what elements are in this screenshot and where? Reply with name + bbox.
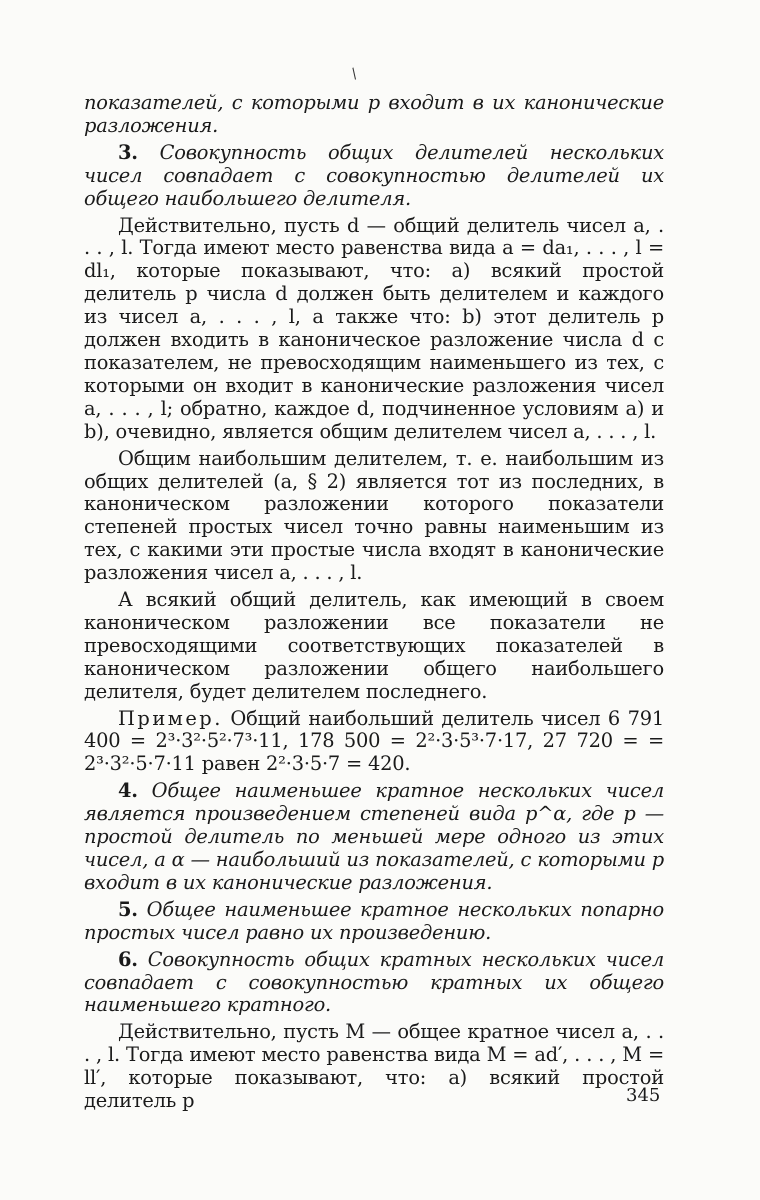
example-label: Пример. xyxy=(118,706,223,730)
statement-5 xyxy=(84,899,664,945)
divisor-paragraph: А всякий общий делитель, как имеющий в своем каноническом разложении все показатели не превосходящими соответствующих показателей в каноническом разложении общего наибольшего делителя, будет делителем последнего. xyxy=(84,588,664,703)
statement-number: 6. xyxy=(118,947,138,971)
statement-text: Совокупность общих кратных нескольких чисел совпадает с совокупностью кратных их общего наименьшего кратного. xyxy=(84,947,664,1017)
paragraph-continuation: показателей, с которыми p входит в их канонические разложения. xyxy=(84,91,664,137)
statement-3 xyxy=(84,142,664,211)
stray-mark: / xyxy=(348,65,361,83)
statement-number: 4. xyxy=(118,779,138,803)
page-number: 345 xyxy=(626,1085,661,1106)
proof-paragraph-2: Действительно, пусть M — общее кратное чисел a, . . . , l. Тогда имеют место равенства вида M = ad′, . . . , M = ll′, которые показывают, что: a) всякий простой делитель p xyxy=(84,1020,664,1113)
statement-6 xyxy=(84,949,664,1018)
statement-number: 3. xyxy=(118,140,138,164)
example-paragraph xyxy=(84,708,664,777)
statement-4 xyxy=(84,780,664,895)
gcd-paragraph: Общим наибольшим делителем, т. е. наибольшим из общих делителей (а, § 2) является тот из последних, в каноническом разложении которого показатели степеней простых чисел точно равны наименьшим из тех, с какими эти простые числа входят в канонические разложения чисел a, . . . , l. xyxy=(84,446,664,585)
statement-text: Общее наименьшее кратное нескольких попарно простых чисел равно их произведению. xyxy=(84,897,664,944)
example-text: Общий наибольший делитель чисел 6 791 400 = 2³·3²·5²·7³·11, 178 500 = 2²·3·5³·7·17, 27 720 = = 2³·3²·5·7·11 равен 2²·3·5·7 = 420. xyxy=(84,706,664,776)
statement-text: Совокупность общих делителей нескольких чисел совпадает с совокупностью делителей их общего наибольшего делителя. xyxy=(84,140,664,210)
statement-text: Общее наименьшее кратное нескольких чисел является произведением степеней вида p^α, где p — простой делитель по меньшей мере одного из этих чисел, а α — наибольший из показателей, с которыми p входит в их канонические разложения. xyxy=(84,779,665,894)
statement-number: 5. xyxy=(118,897,138,921)
proof-paragraph-1: Действительно, пусть d — общий делитель чисел a, . . . , l. Тогда имеют место равенства вида a = da₁, . . . , l = dl₁, которые показывают, что: a) всякий простой делитель p числа d должен быть делителем и каждого из чисел a, . . . , l, а также что: b) этот делитель p должен входить в каноническое разложение числа d с показателем, не превосходящим наименьшего из тех, с которыми он входит в канонические разложения чисел a, . . . , l; обратно, каждое d, подчиненное условиям a) и b), очевидно, является общим делителем чисел a, . . . , l. xyxy=(84,213,664,443)
page-body xyxy=(84,92,664,1113)
